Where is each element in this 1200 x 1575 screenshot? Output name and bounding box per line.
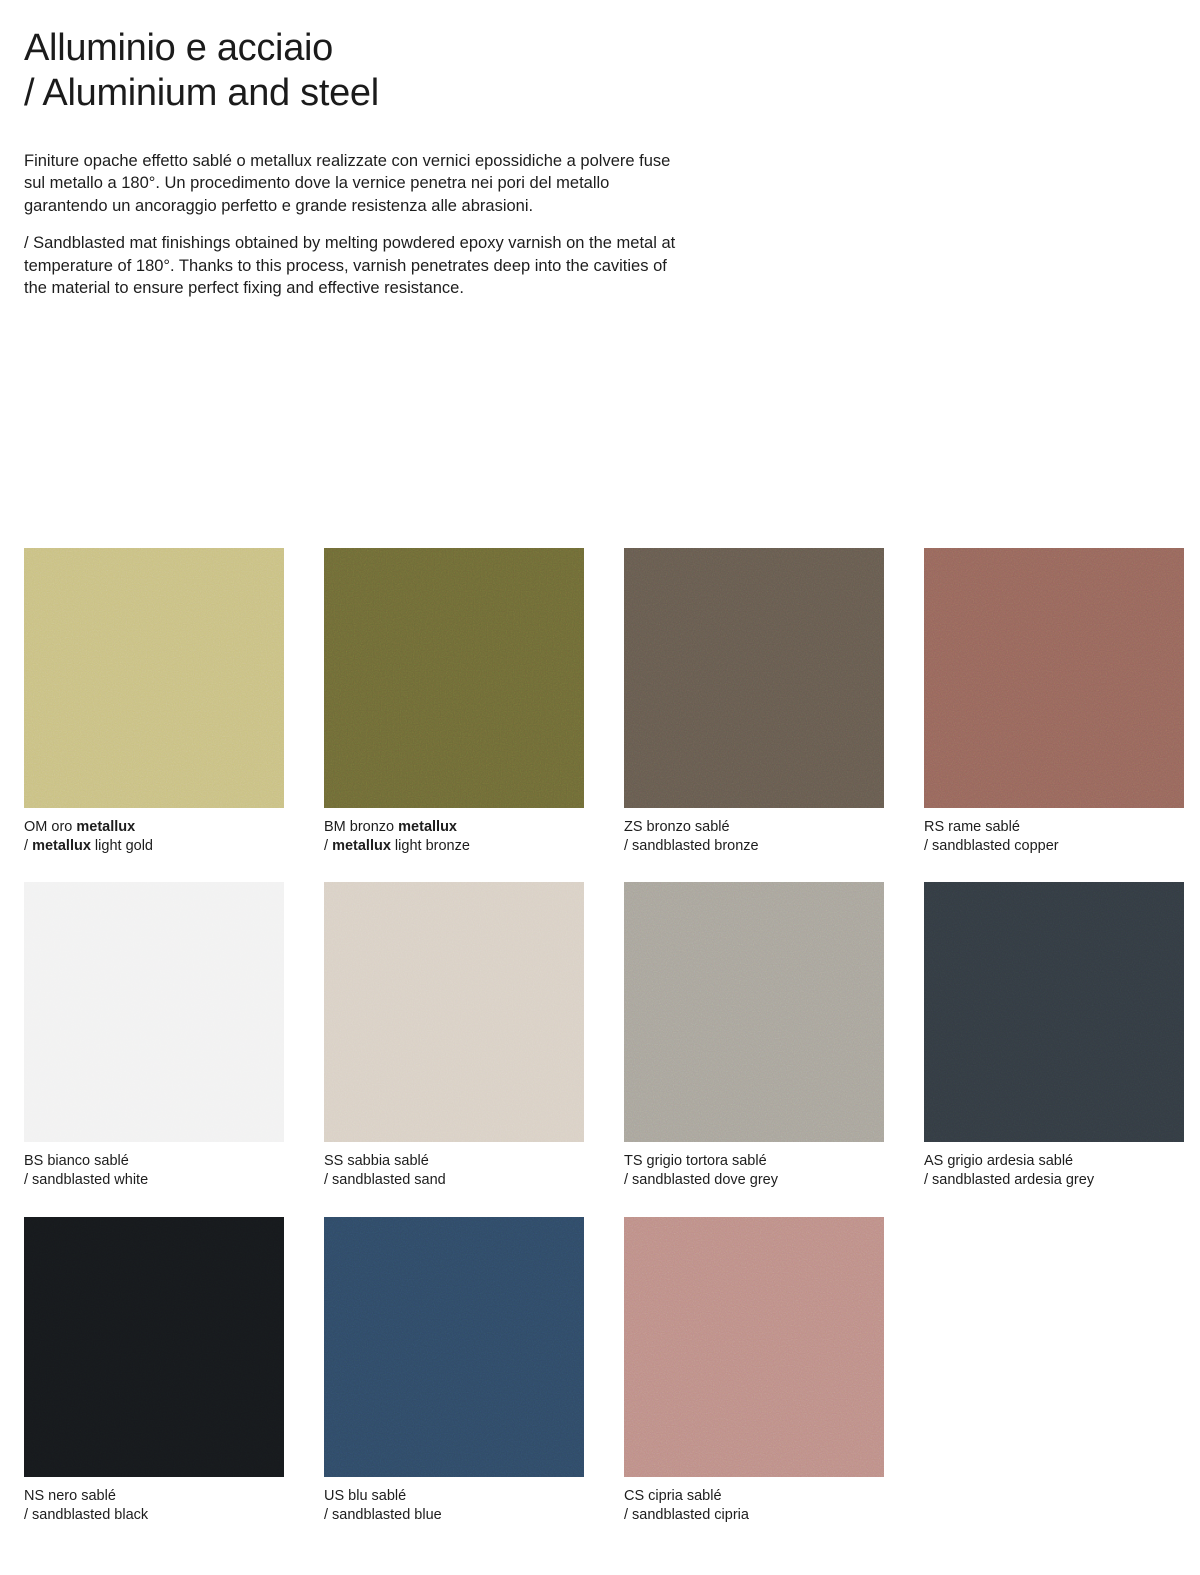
swatch-cell[interactable] bbox=[624, 1217, 892, 1525]
swatch-color-zs[interactable] bbox=[624, 548, 884, 808]
swatch-name-it: NS nero sablé bbox=[24, 1487, 116, 1504]
swatch-color-om[interactable] bbox=[24, 548, 284, 808]
swatch-caption bbox=[624, 818, 892, 856]
swatch-name-en: / sandblasted blue bbox=[324, 1506, 442, 1523]
swatch-name-it: RS rame sablé bbox=[924, 819, 1020, 835]
swatch-name-en: / sandblasted bronze bbox=[624, 838, 759, 855]
swatch-name-en: / sandblasted ardesia grey bbox=[924, 1172, 1095, 1189]
swatch-caption bbox=[924, 1152, 1192, 1190]
swatch-caption bbox=[324, 818, 592, 856]
swatch-name-en: / sandblasted black bbox=[24, 1506, 149, 1523]
swatch-caption bbox=[24, 818, 292, 856]
page-title-it: Alluminio e acciaio bbox=[24, 27, 334, 69]
swatch-name-en: / sandblasted cipria bbox=[624, 1506, 749, 1523]
swatch-name-it: CS cipria sablé bbox=[624, 1487, 722, 1504]
swatch-color-bm[interactable] bbox=[324, 548, 584, 808]
swatch-cell[interactable] bbox=[24, 1217, 292, 1525]
swatch-name-it: BM bronzo metallux bbox=[324, 819, 457, 835]
swatch-caption bbox=[24, 1152, 292, 1190]
swatch-name-en: / sandblasted copper bbox=[924, 838, 1059, 855]
swatch-cell[interactable] bbox=[624, 882, 892, 1190]
swatch-name-it: AS grigio ardesia sablé bbox=[924, 1153, 1074, 1170]
swatch-cell[interactable] bbox=[324, 1217, 592, 1525]
swatch-cell[interactable] bbox=[924, 548, 1192, 856]
swatch-name-it: TS grigio tortora sablé bbox=[624, 1153, 767, 1170]
swatch-color-ts[interactable] bbox=[624, 882, 884, 1142]
swatch-cell[interactable] bbox=[24, 548, 292, 856]
swatch-name-en: / sandblasted dove grey bbox=[624, 1172, 778, 1189]
swatch-cell[interactable] bbox=[624, 548, 892, 856]
swatch-caption bbox=[324, 1487, 592, 1525]
swatch-caption bbox=[24, 1487, 292, 1525]
swatch-color-ns[interactable] bbox=[24, 1217, 284, 1477]
swatch-name-it: BS bianco sablé bbox=[24, 1153, 129, 1170]
page-title-en: / Aluminium and steel bbox=[24, 71, 379, 114]
swatch-color-rs[interactable] bbox=[924, 548, 1184, 808]
swatch-color-ss[interactable] bbox=[324, 882, 584, 1142]
swatch-caption bbox=[324, 1152, 592, 1190]
swatch-color-bs[interactable] bbox=[24, 882, 284, 1142]
swatch-cell[interactable] bbox=[924, 882, 1192, 1190]
swatch-cell[interactable] bbox=[324, 548, 592, 856]
swatch-color-us[interactable] bbox=[324, 1217, 584, 1477]
swatch-name-en: / metallux light gold bbox=[24, 838, 153, 855]
intro-paragraph-it: Finiture opache effetto sablé o metallux realizzate con vernici epossidiche a polvere fuse sul metallo a 180°. Un procedimento dove la vernice penetra nei pori del metallo garantendo un ancoraggio perfetto e grande resistenza alle abrasioni. bbox=[24, 151, 671, 216]
intro-paragraph-en: / Sandblasted mat finishings obtained by melting powdered epoxy varnish on the metal at temperature of 180°. Thanks to this process, varnish penetrates deep into the cavities of the material to ensure perfect fixing and effective resistance. bbox=[24, 233, 676, 298]
swatch-name-it: US blu sablé bbox=[324, 1487, 407, 1504]
swatch-name-en: / sandblasted white bbox=[24, 1172, 149, 1189]
swatch-caption bbox=[924, 818, 1192, 856]
swatch-color-as[interactable] bbox=[924, 882, 1184, 1142]
swatch-caption bbox=[624, 1152, 892, 1190]
intro-text bbox=[24, 150, 684, 301]
swatch-color-cs[interactable] bbox=[624, 1217, 884, 1477]
swatch-grid bbox=[24, 548, 1176, 1525]
swatch-name-en: / metallux light bronze bbox=[324, 838, 470, 855]
swatch-name-it: OM oro metallux bbox=[24, 819, 136, 835]
page-title bbox=[24, 26, 1176, 116]
swatch-caption bbox=[624, 1487, 892, 1525]
swatch-name-it: ZS bronzo sablé bbox=[624, 819, 730, 835]
swatch-name-it: SS sabbia sablé bbox=[324, 1153, 429, 1170]
swatch-cell[interactable] bbox=[24, 882, 292, 1190]
swatch-name-en: / sandblasted sand bbox=[324, 1172, 446, 1189]
swatch-cell[interactable] bbox=[324, 882, 592, 1190]
